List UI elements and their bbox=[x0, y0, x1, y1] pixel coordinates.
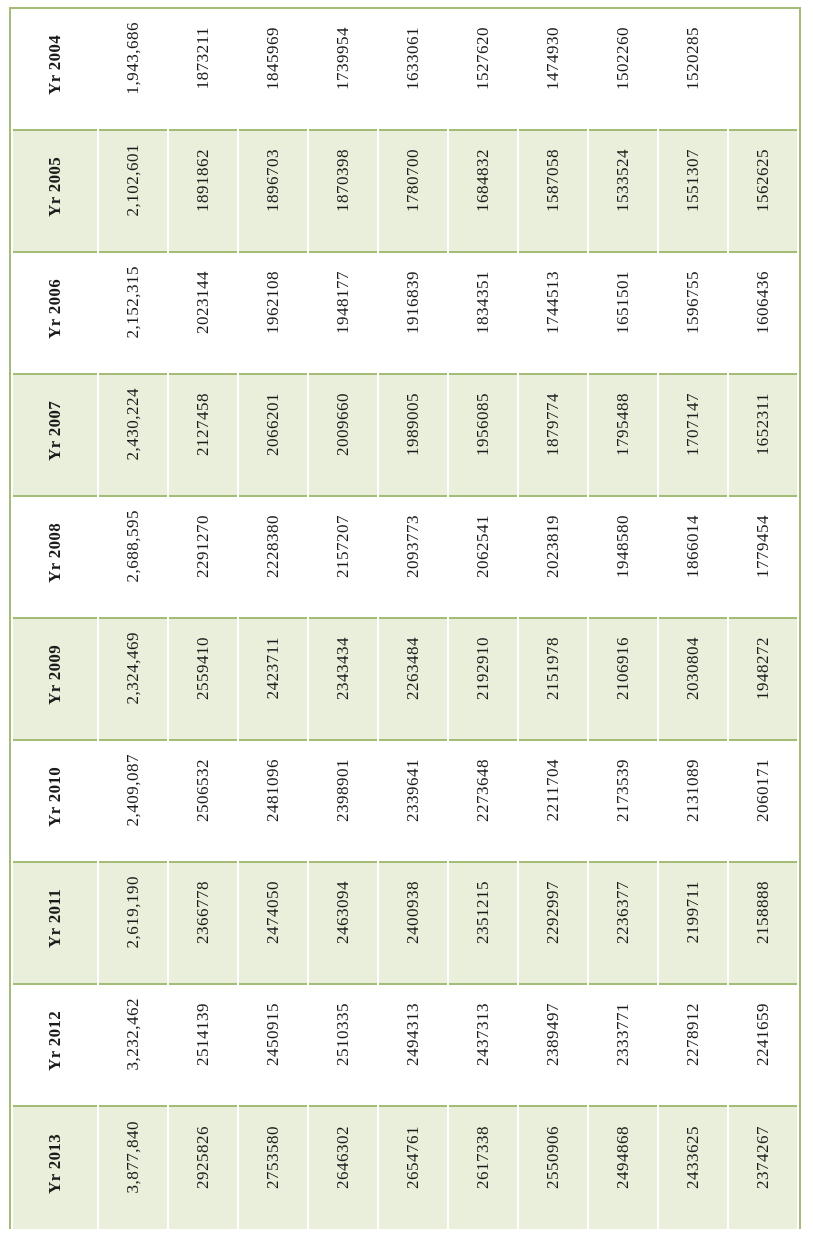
table-cell bbox=[729, 253, 797, 375]
row-header-text: Yr 2004 bbox=[45, 34, 65, 95]
table-cell bbox=[729, 619, 797, 741]
cell-value: 2389497 bbox=[543, 1003, 563, 1066]
table-cell bbox=[309, 9, 377, 131]
cell-value: 2062541 bbox=[473, 515, 493, 578]
cell-value: 1651501 bbox=[613, 271, 633, 334]
cell-value: 2292997 bbox=[543, 881, 563, 944]
cell-value: 1879774 bbox=[543, 393, 563, 456]
row-header-cell bbox=[13, 253, 97, 375]
table-cell bbox=[659, 9, 727, 131]
table-cell bbox=[99, 497, 167, 619]
cell-value: 1606436 bbox=[753, 271, 773, 334]
table-cell bbox=[169, 985, 237, 1107]
cell-value: 2925826 bbox=[193, 1126, 213, 1189]
row-header-cell bbox=[13, 1107, 97, 1229]
table-cell bbox=[659, 1107, 727, 1229]
table-row bbox=[13, 253, 797, 375]
table-cell bbox=[659, 497, 727, 619]
table-cell bbox=[519, 741, 587, 863]
table-cell bbox=[729, 1107, 797, 1229]
cell-value: 1551307 bbox=[683, 149, 703, 212]
cell-value: 2,152,315 bbox=[123, 266, 143, 339]
cell-value: 2199711 bbox=[683, 881, 703, 944]
cell-value: 3,232,462 bbox=[123, 998, 143, 1071]
table-cell bbox=[169, 863, 237, 985]
table-cell bbox=[589, 131, 657, 253]
cell-value: 2366778 bbox=[193, 881, 213, 944]
table-cell bbox=[239, 497, 307, 619]
table-cell bbox=[589, 985, 657, 1107]
cell-value: 2374267 bbox=[753, 1126, 773, 1189]
cell-value: 1989005 bbox=[403, 393, 423, 456]
table-cell bbox=[239, 131, 307, 253]
row-header-text: Yr 2006 bbox=[45, 278, 65, 339]
cell-value: 1474930 bbox=[543, 27, 563, 90]
cell-value: 2228380 bbox=[263, 515, 283, 578]
cell-value: 2023144 bbox=[193, 271, 213, 334]
cell-value: 2450915 bbox=[263, 1003, 283, 1066]
cell-value: 2060171 bbox=[753, 759, 773, 822]
cell-value: 2030804 bbox=[683, 637, 703, 700]
table-cell bbox=[169, 741, 237, 863]
cell-value: 1652311 bbox=[753, 393, 773, 456]
cell-value: 2066201 bbox=[263, 393, 283, 456]
table-cell bbox=[659, 741, 727, 863]
cell-value: 2400938 bbox=[403, 881, 423, 944]
table-cell bbox=[99, 619, 167, 741]
table-cell bbox=[449, 9, 517, 131]
table-cell bbox=[519, 131, 587, 253]
table-cell bbox=[519, 985, 587, 1107]
cell-value: 2,430,224 bbox=[123, 388, 143, 461]
table-row bbox=[13, 1107, 797, 1229]
table-cell bbox=[379, 741, 447, 863]
cell-value: 2343434 bbox=[333, 637, 353, 700]
row-header-cell bbox=[13, 985, 97, 1107]
row-header-text: Yr 2005 bbox=[45, 156, 65, 217]
table-cell bbox=[449, 497, 517, 619]
row-header-cell bbox=[13, 863, 97, 985]
cell-value: 1956085 bbox=[473, 393, 493, 456]
cell-value: 2559410 bbox=[193, 637, 213, 700]
cell-value: 2506532 bbox=[193, 759, 213, 822]
row-header-cell bbox=[13, 9, 97, 131]
table-cell bbox=[659, 131, 727, 253]
table-cell bbox=[99, 863, 167, 985]
cell-value: 2291270 bbox=[193, 515, 213, 578]
cell-value: 1795488 bbox=[613, 393, 633, 456]
cell-value: 1948580 bbox=[613, 515, 633, 578]
table-cell bbox=[519, 9, 587, 131]
cell-value: 1962108 bbox=[263, 271, 283, 334]
cell-value: 1916839 bbox=[403, 271, 423, 334]
table-cell bbox=[379, 9, 447, 131]
table-cell bbox=[449, 619, 517, 741]
cell-value: 1744513 bbox=[543, 271, 563, 334]
table-cell bbox=[589, 375, 657, 497]
table-cell bbox=[239, 741, 307, 863]
table-cell bbox=[379, 253, 447, 375]
table-cell bbox=[169, 1107, 237, 1229]
table-cell bbox=[99, 253, 167, 375]
cell-value: 1870398 bbox=[333, 149, 353, 212]
cell-value: 1948177 bbox=[333, 271, 353, 334]
table-cell bbox=[729, 131, 797, 253]
cell-value: 2463094 bbox=[333, 881, 353, 944]
cell-value: 1502260 bbox=[613, 27, 633, 90]
cell-value: 1739954 bbox=[333, 27, 353, 90]
table-cell bbox=[169, 131, 237, 253]
cell-value: 2617338 bbox=[473, 1126, 493, 1189]
cell-value: 2351215 bbox=[473, 881, 493, 944]
table-cell bbox=[309, 985, 377, 1107]
cell-value: 1633061 bbox=[403, 27, 423, 90]
table-cell bbox=[239, 619, 307, 741]
row-header-text: Yr 2012 bbox=[45, 1010, 65, 1071]
table-cell bbox=[659, 863, 727, 985]
table-cell bbox=[729, 741, 797, 863]
cell-value: 2,324,469 bbox=[123, 632, 143, 705]
cell-value: 1,943,686 bbox=[123, 22, 143, 95]
cell-value: 2474050 bbox=[263, 881, 283, 944]
table-cell bbox=[449, 375, 517, 497]
cell-value: 2263484 bbox=[403, 637, 423, 700]
cell-value: 2,102,601 bbox=[123, 144, 143, 217]
cell-value: 1873211 bbox=[193, 27, 213, 90]
table-cell bbox=[589, 253, 657, 375]
cell-value: 2009660 bbox=[333, 393, 353, 456]
cell-value: 1596755 bbox=[683, 271, 703, 334]
table-cell bbox=[519, 1107, 587, 1229]
table-row bbox=[13, 985, 797, 1107]
table-cell bbox=[729, 985, 797, 1107]
table-cell bbox=[379, 375, 447, 497]
table-cell bbox=[589, 741, 657, 863]
table-cell bbox=[449, 253, 517, 375]
cell-value: 2241659 bbox=[753, 1003, 773, 1066]
row-header-text: Yr 2008 bbox=[45, 522, 65, 583]
table-cell bbox=[309, 253, 377, 375]
table-cell bbox=[239, 985, 307, 1107]
table-cell bbox=[169, 375, 237, 497]
cell-value: 2646302 bbox=[333, 1126, 353, 1189]
cell-value: 2173539 bbox=[613, 759, 633, 822]
table-cell bbox=[309, 375, 377, 497]
table-cell bbox=[589, 9, 657, 131]
cell-value: 2211704 bbox=[543, 759, 563, 822]
cell-value: 2514139 bbox=[193, 1003, 213, 1066]
cell-value: 2437313 bbox=[473, 1003, 493, 1066]
table-cell bbox=[309, 863, 377, 985]
row-header-cell bbox=[13, 619, 97, 741]
cell-value: 2157207 bbox=[333, 515, 353, 578]
table-cell bbox=[379, 619, 447, 741]
table-row bbox=[13, 619, 797, 741]
table-cell bbox=[589, 497, 657, 619]
cell-value: 2023819 bbox=[543, 515, 563, 578]
table-cell bbox=[309, 741, 377, 863]
cell-value: 2423711 bbox=[263, 637, 283, 700]
row-header-text: Yr 2009 bbox=[45, 644, 65, 705]
table-cell bbox=[659, 253, 727, 375]
table-cell bbox=[239, 253, 307, 375]
cell-value: 2106916 bbox=[613, 637, 633, 700]
table-cell bbox=[239, 1107, 307, 1229]
cell-value: 2192910 bbox=[473, 637, 493, 700]
table-cell bbox=[449, 131, 517, 253]
cell-value: 1834351 bbox=[473, 271, 493, 334]
cell-value: 2278912 bbox=[683, 1003, 703, 1066]
cell-value: 2,688,595 bbox=[123, 510, 143, 583]
row-header-text: Yr 2010 bbox=[45, 766, 65, 827]
table-cell bbox=[99, 1107, 167, 1229]
cell-value: 2398901 bbox=[333, 759, 353, 822]
table-row bbox=[13, 741, 797, 863]
table-row bbox=[13, 9, 797, 131]
cell-value: 2433625 bbox=[683, 1126, 703, 1189]
cell-value: 1780700 bbox=[403, 149, 423, 212]
table-cell bbox=[309, 619, 377, 741]
table-cell bbox=[239, 9, 307, 131]
cell-value: 2127458 bbox=[193, 393, 213, 456]
table-cell bbox=[519, 375, 587, 497]
table-cell bbox=[729, 863, 797, 985]
table-row bbox=[13, 863, 797, 985]
table-row bbox=[13, 375, 797, 497]
row-header-cell bbox=[13, 375, 97, 497]
table-cell bbox=[729, 9, 797, 131]
table-cell bbox=[169, 619, 237, 741]
table-cell bbox=[239, 863, 307, 985]
row-header-cell bbox=[13, 497, 97, 619]
table-cell bbox=[169, 253, 237, 375]
cell-value: 1866014 bbox=[683, 515, 703, 578]
cell-value: 2494868 bbox=[613, 1126, 633, 1189]
table-cell bbox=[99, 9, 167, 131]
cell-value: 2550906 bbox=[543, 1126, 563, 1189]
cell-value: 2093773 bbox=[403, 515, 423, 578]
table-cell bbox=[379, 863, 447, 985]
row-header-cell bbox=[13, 741, 97, 863]
cell-value: 2510335 bbox=[333, 1003, 353, 1066]
cell-value: 1779454 bbox=[753, 515, 773, 578]
cell-value: 1684832 bbox=[473, 149, 493, 212]
table-row bbox=[13, 131, 797, 253]
table-cell bbox=[519, 253, 587, 375]
cell-value: 1948272 bbox=[753, 637, 773, 700]
table-cell bbox=[239, 375, 307, 497]
table-cell bbox=[449, 741, 517, 863]
cell-value: 2151978 bbox=[543, 637, 563, 700]
cell-value: 2158888 bbox=[753, 881, 773, 944]
table-cell bbox=[589, 619, 657, 741]
cell-value: 2273648 bbox=[473, 759, 493, 822]
cell-value: 2753580 bbox=[263, 1126, 283, 1189]
table-cell bbox=[309, 131, 377, 253]
cell-value: 1896703 bbox=[263, 149, 283, 212]
rotated-data-table bbox=[9, 7, 801, 1229]
cell-value: 1845969 bbox=[263, 27, 283, 90]
table-cell bbox=[99, 131, 167, 253]
cell-value: 2,619,190 bbox=[123, 876, 143, 949]
table-cell bbox=[519, 863, 587, 985]
table-cell bbox=[169, 9, 237, 131]
cell-value: 1562625 bbox=[753, 149, 773, 212]
cell-value: 1707147 bbox=[683, 393, 703, 456]
table-cell bbox=[659, 619, 727, 741]
table-cell bbox=[449, 1107, 517, 1229]
table-cell bbox=[309, 1107, 377, 1229]
cell-value: 3,877,840 bbox=[123, 1121, 143, 1194]
cell-value: 1587058 bbox=[543, 149, 563, 212]
table-cell bbox=[99, 985, 167, 1107]
table-cell bbox=[729, 497, 797, 619]
row-header-text: Yr 2007 bbox=[45, 400, 65, 461]
table-row bbox=[13, 497, 797, 619]
table-cell bbox=[99, 741, 167, 863]
cell-value: 1520285 bbox=[683, 27, 703, 90]
table-cell bbox=[309, 497, 377, 619]
cell-value: 2481096 bbox=[263, 759, 283, 822]
table-cell bbox=[449, 985, 517, 1107]
cell-value: 2654761 bbox=[403, 1126, 423, 1189]
table-cell bbox=[379, 1107, 447, 1229]
table-cell bbox=[659, 985, 727, 1107]
table-cell bbox=[659, 375, 727, 497]
cell-value: 2236377 bbox=[613, 881, 633, 944]
table-cell bbox=[379, 497, 447, 619]
cell-value: 1891862 bbox=[193, 149, 213, 212]
cell-value: 2131089 bbox=[683, 759, 703, 822]
cell-value: 1533524 bbox=[613, 149, 633, 212]
table-cell bbox=[169, 497, 237, 619]
table-cell bbox=[729, 375, 797, 497]
row-header-text: Yr 2013 bbox=[45, 1133, 65, 1194]
row-header-text: Yr 2011 bbox=[45, 889, 65, 948]
table-cell bbox=[449, 863, 517, 985]
table-cell bbox=[519, 619, 587, 741]
table-cell bbox=[589, 863, 657, 985]
cell-value: 1527620 bbox=[473, 27, 493, 90]
cell-value: 2,409,087 bbox=[123, 754, 143, 827]
table-body bbox=[13, 9, 797, 1229]
cell-value: 2339641 bbox=[403, 759, 423, 822]
table-cell bbox=[589, 1107, 657, 1229]
table-cell bbox=[379, 131, 447, 253]
table-cell bbox=[519, 497, 587, 619]
table-cell bbox=[99, 375, 167, 497]
cell-value: 2333771 bbox=[613, 1003, 633, 1066]
table-cell bbox=[379, 985, 447, 1107]
cell-value: 2494313 bbox=[403, 1003, 423, 1066]
row-header-cell bbox=[13, 131, 97, 253]
